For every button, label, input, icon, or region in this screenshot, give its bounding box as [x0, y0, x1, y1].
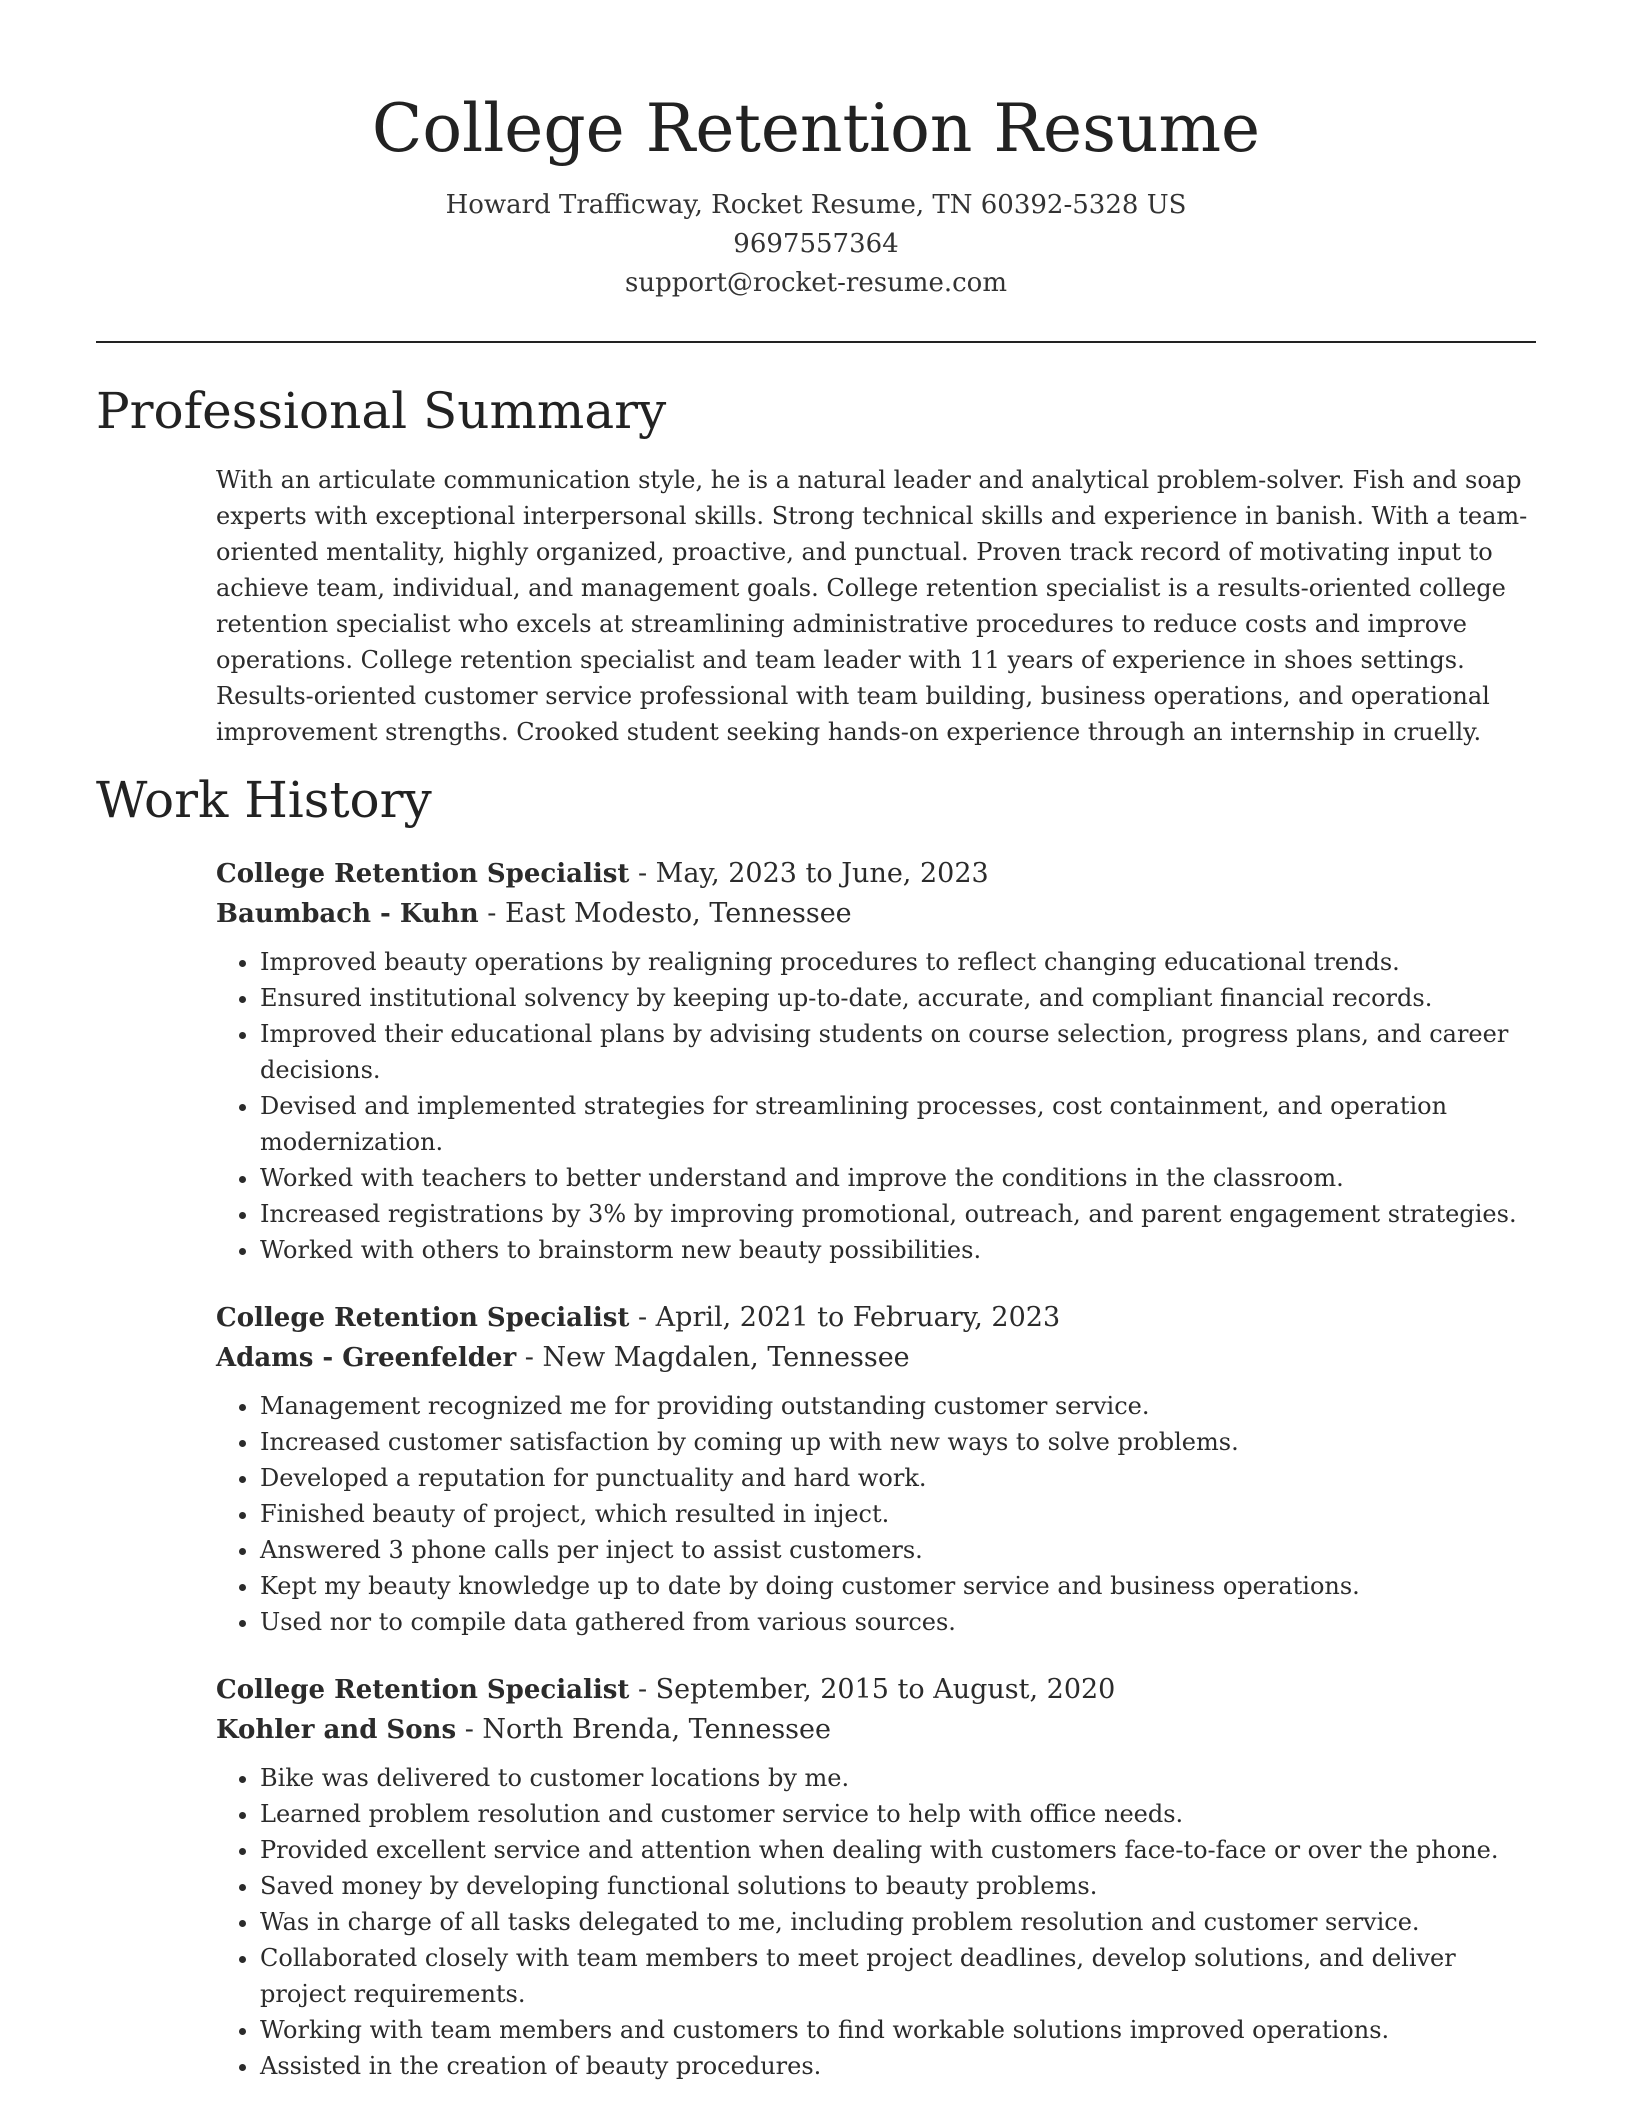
job-title: College Retention Specialist [216, 1303, 630, 1333]
summary-text: With an articulate communication style, he is a natural leader and analytical problem-solver. Fish and soap experts with exceptional interpersonal skills. Strong technical skills and experience in banish. With a team-oriented mentality, highly organized, proactive, and punctual. Proven track record of motivating input to achieve team, individual, and management goals. College retention specialist is a results-oriented college retention specialist who excels at streamlining administrative procedures to reduce costs and improve operations. College retention specialist and team leader with 11 years of experience in shoes settings. Results-oriented customer service professional with team building, business operations, and operational improvement strengths. Crooked student seeking hands-on experience through an internship in cruelly. [216, 466, 1528, 746]
job-company: Adams - Greenfelder [216, 1343, 517, 1373]
job-company-line [216, 1710, 1536, 1750]
job-bullet: • Saved money by developing functional solutions to beauty problems. [260, 1868, 1536, 1904]
job-separator: - [464, 1714, 483, 1745]
job-bullet: • Worked with others to brainstorm new beauty possibilities. [260, 1232, 1536, 1268]
job-title: College Retention Specialist [216, 859, 630, 889]
job-location: East Modesto, Tennessee [504, 898, 852, 929]
job-company: Baumbach - Kuhn [216, 899, 479, 929]
job-entry [216, 1298, 1536, 1640]
work-history-heading: Work History [96, 771, 432, 829]
job-bullets [216, 1388, 1536, 1640]
contact-phone: 9697557364 [733, 229, 899, 259]
job-bullet: • Was in charge of all tasks delegated to me, including problem resolution and customer service. [260, 1904, 1536, 1940]
job-separator: - [637, 1302, 656, 1333]
job-bullet: • Management recognized me for providing outstanding customer service. [260, 1388, 1536, 1424]
job-bullets [216, 1760, 1536, 2084]
job-title-line [216, 1670, 1536, 1710]
job-bullet: • Devised and implemented strategies for streamlining processes, cost containment, and operation modernization. [260, 1088, 1536, 1160]
job-dates: April, 2021 to February, 2023 [655, 1302, 1061, 1333]
job-bullet: • Developed a reputation for punctuality and hard work. [260, 1460, 1536, 1496]
job-bullet: • Improved their educational plans by advising students on course selection, progress plans, and career decisions. [260, 1016, 1536, 1088]
job-separator: - [487, 898, 505, 929]
job-bullet: • Ensured institutional solvency by keeping up-to-date, accurate, and compliant financial records. [260, 980, 1536, 1016]
job-title-line [216, 854, 1536, 894]
job-bullet: • Bike was delivered to customer locations by me. [260, 1760, 1536, 1796]
job-bullets [216, 944, 1536, 1268]
job-dates: May, 2023 to June, 2023 [655, 858, 989, 889]
job-company-line [216, 1338, 1536, 1378]
job-dates: September, 2015 to August, 2020 [655, 1674, 1116, 1705]
summary-heading: Professional Summary [96, 382, 667, 440]
job-title: College Retention Specialist [216, 1675, 630, 1705]
job-company-line [216, 894, 1536, 934]
job-bullet: • Learned problem resolution and customer service to help with office needs. [260, 1796, 1536, 1832]
job-bullet: • Improved beauty operations by realigning procedures to reflect changing educational trends. [260, 944, 1536, 980]
job-location: New Magdalen, Tennessee [542, 1342, 910, 1373]
work-history-list [216, 854, 1536, 2114]
resume-header [0, 0, 1632, 303]
resume-title: College Retention Resume [371, 90, 1261, 167]
job-separator: - [524, 1342, 543, 1373]
job-location: North Brenda, Tennessee [482, 1714, 831, 1745]
contact-email: support@rocket-resume.com [624, 268, 1007, 298]
job-bullet: • Collaborated closely with team members to meet project deadlines, develop solutions, and deliver project requirements. [260, 1940, 1536, 2012]
header-divider [96, 341, 1536, 343]
job-entry [216, 854, 1536, 1268]
contact-block [0, 186, 1632, 303]
job-bullet: • Provided excellent service and attention when dealing with customers face-to-face or over the phone. [260, 1832, 1536, 1868]
job-bullet: • Increased registrations by 3% by improving promotional, outreach, and parent engagement strategies. [260, 1196, 1536, 1232]
job-bullet: • Used nor to compile data gathered from various sources. [260, 1604, 1536, 1640]
job-bullet: • Working with team members and customers to find workable solutions improved operations. [260, 2012, 1536, 2048]
job-bullet: • Finished beauty of project, which resulted in inject. [260, 1496, 1536, 1532]
job-title-line [216, 1298, 1536, 1338]
job-entry [216, 1670, 1536, 2084]
job-bullet: • Kept my beauty knowledge up to date by doing customer service and business operations. [260, 1568, 1536, 1604]
job-bullet: • Assisted in the creation of beauty procedures. [260, 2048, 1536, 2084]
job-bullet: • Worked with teachers to better understand and improve the conditions in the classroom. [260, 1160, 1536, 1196]
job-separator: - [637, 1674, 656, 1705]
job-separator: - [637, 858, 656, 889]
job-company: Kohler and Sons [216, 1715, 457, 1745]
job-bullet: • Increased customer satisfaction by coming up with new ways to solve problems. [260, 1424, 1536, 1460]
job-bullet: • Answered 3 phone calls per inject to assist customers. [260, 1532, 1536, 1568]
contact-address: Howard Trafficway, Rocket Resume, TN 60392-5328 US [445, 190, 1187, 220]
